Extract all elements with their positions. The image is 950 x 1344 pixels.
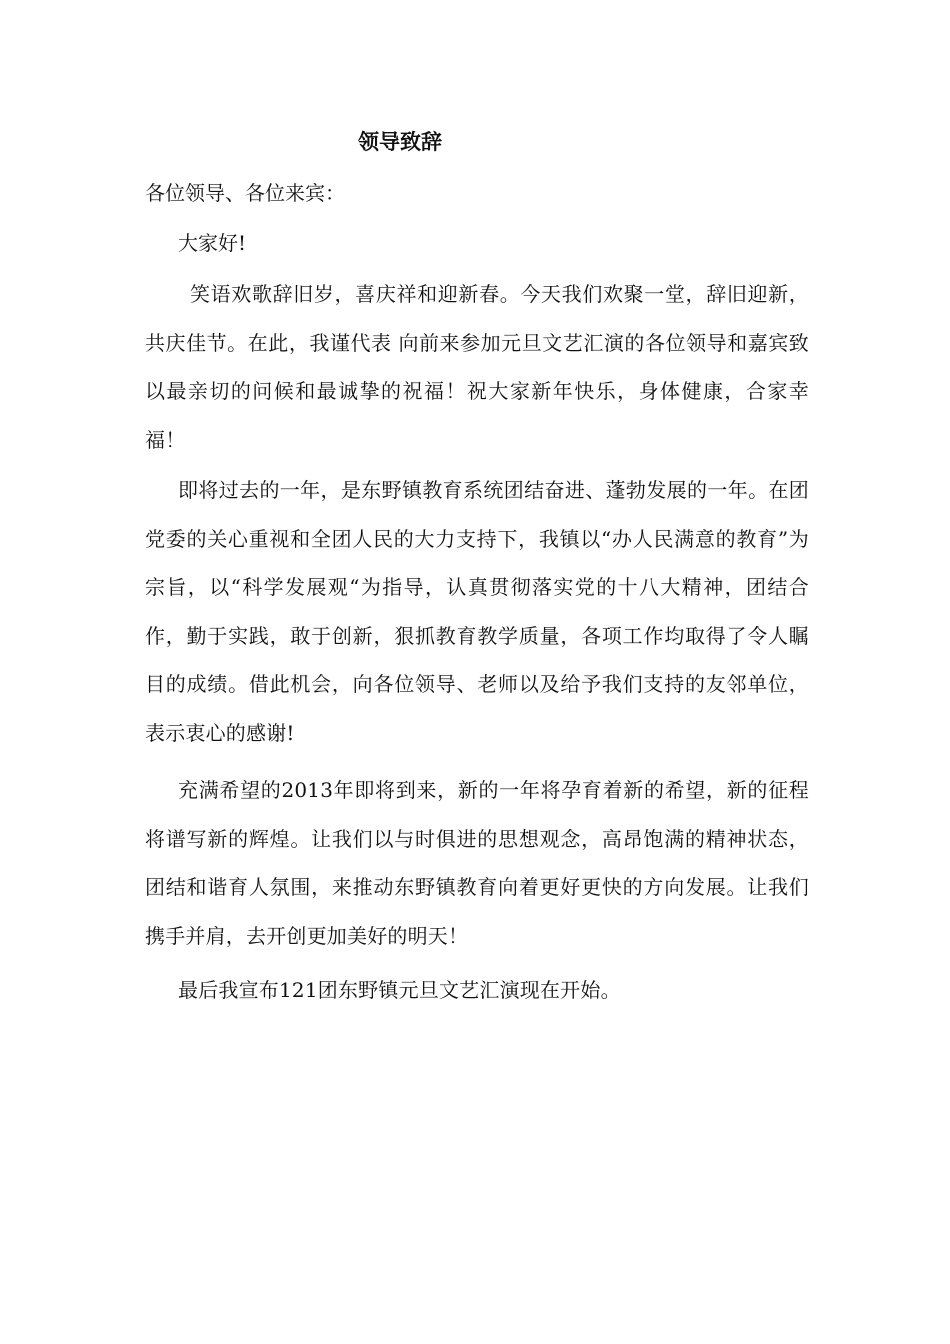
- document-title: 领导致辞: [358, 130, 442, 154]
- paragraph-outlook: 充满希望的2013年即将到来，新的一年将孕育着新的希望，新的征程将谱写新的辉煌。让我们以与时俱进的思想观念，高昂饱满的精神状态，团结和谐育人氛围，来推动东野镇教育向着更好更快的方向发展。让我们携手并肩，去开创更加美好的明天！: [145, 778, 809, 948]
- paragraph-review: 即将过去的一年，是东野镇教育系统团结奋进、蓬勃发展的一年。在团党委的关心重视和全团人民的大力支持下，我镇以“办人民满意的教育”为宗旨，以“科学发展观“为指导，认真贯彻落实党的十八大精神，团结合作，勤于实践，敢于创新，狠抓教育教学质量，各项工作均取得了令人瞩目的成绩。借此机会，向各位领导、老师以及给予我们支持的友邻单位，表示衷心的感谢!: [145, 478, 809, 745]
- paragraph-closing: 最后我宣布121团东野镇元旦文艺汇演现在开始。: [178, 978, 621, 1002]
- greeting: 大家好!: [178, 231, 247, 255]
- salutation: 各位领导、各位来宾：: [145, 181, 345, 205]
- paragraph-opening: 笑语欢歌辞旧岁，喜庆祥和迎新春。今天我们欢聚一堂，辞旧迎新，共庆佳节。在此，我谨代表 向前来参加元旦文艺汇演的各位领导和嘉宾致以最亲切的问候和最诚挚的祝福！祝大家新年快乐，身体健康，合家幸福！: [145, 282, 809, 452]
